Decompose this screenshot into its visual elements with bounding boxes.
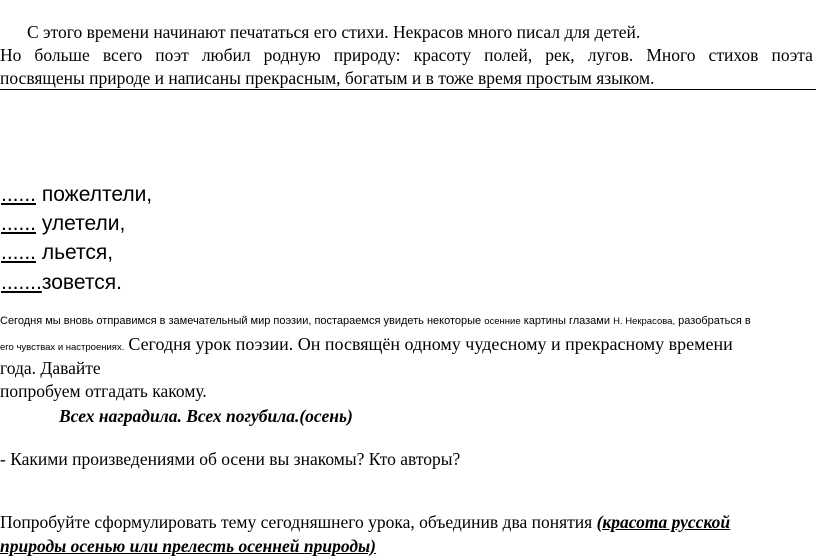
- intro-word: лугов.: [587, 45, 634, 65]
- horizontal-divider: [0, 89, 816, 90]
- verse-blank: .......: [1, 271, 42, 294]
- verse-word: улетели,: [36, 212, 126, 235]
- lesson-text: Сегодня мы вновь отправимся в замечательный мир поэзии, постараемся увидеть некоторые: [0, 315, 482, 327]
- intro-word: больше: [34, 45, 90, 65]
- task-topic-line-2: природы осенью или прелесть осенней природы): [0, 536, 377, 556]
- verse-line-3: [1, 241, 113, 265]
- lesson-main-text: Сегодня урок поэзии. Он посвящён одному чудесному и прекрасному времени: [128, 334, 733, 354]
- verse-line-4: [1, 271, 122, 295]
- intro-word: красоту: [413, 45, 472, 65]
- verse-word: льется,: [36, 241, 114, 264]
- intro-word: стихов: [708, 45, 759, 65]
- lesson-text: разобраться в: [678, 315, 751, 327]
- lesson-line-4: попробуем отгадать какому.: [0, 381, 207, 401]
- intro-word: полей,: [484, 45, 533, 65]
- verse-word: зовется.: [41, 271, 122, 294]
- task-line-1: [0, 511, 730, 533]
- question: - Какими произведениями об осени вы знакомы? Кто авторы?: [0, 449, 461, 469]
- lesson-small-text: его чувствах и настроениях.: [0, 342, 125, 353]
- verse-line-2: [1, 212, 125, 236]
- intro-word: родную: [263, 45, 321, 65]
- intro-word: природу:: [333, 45, 401, 65]
- lesson-line-2: [0, 333, 733, 355]
- intro-line-3: посвящены природе и написаны прекрасным, богатым и в тоже время простым языком.: [0, 68, 655, 88]
- verse-word: пожелтели,: [36, 183, 153, 206]
- lesson-text: картины глазами: [523, 315, 611, 327]
- intro-word: поэт: [155, 45, 189, 65]
- verse-line-1: [1, 183, 152, 207]
- verse-blank: ......: [1, 241, 37, 264]
- lesson-line-3: года. Давайте: [0, 358, 101, 378]
- verse-blank: ......: [1, 212, 37, 235]
- intro-word: Много: [646, 45, 696, 65]
- riddle: Всех наградила. Всех погубила.(осень): [59, 406, 353, 426]
- verse-blank: ......: [1, 183, 37, 206]
- lesson-text: осенние: [484, 316, 521, 327]
- intro-word: Но: [0, 45, 22, 65]
- intro-word: рек,: [545, 45, 575, 65]
- task-text: Попробуйте сформулировать тему сегодняшнего урока, объединив два понятия: [0, 512, 597, 532]
- intro-word: всего: [102, 45, 143, 65]
- intro-word: поэта: [771, 45, 813, 65]
- intro-word: любил: [201, 45, 251, 65]
- lesson-small-line-1: [0, 315, 751, 327]
- task-topic: (красота русской: [596, 512, 731, 532]
- intro-line-2: [0, 44, 813, 66]
- intro-line-1: С этого времени начинают печататься его стихи. Некрасов много писал для детей.: [27, 22, 641, 42]
- lesson-text: Н. Некрасова,: [613, 316, 676, 327]
